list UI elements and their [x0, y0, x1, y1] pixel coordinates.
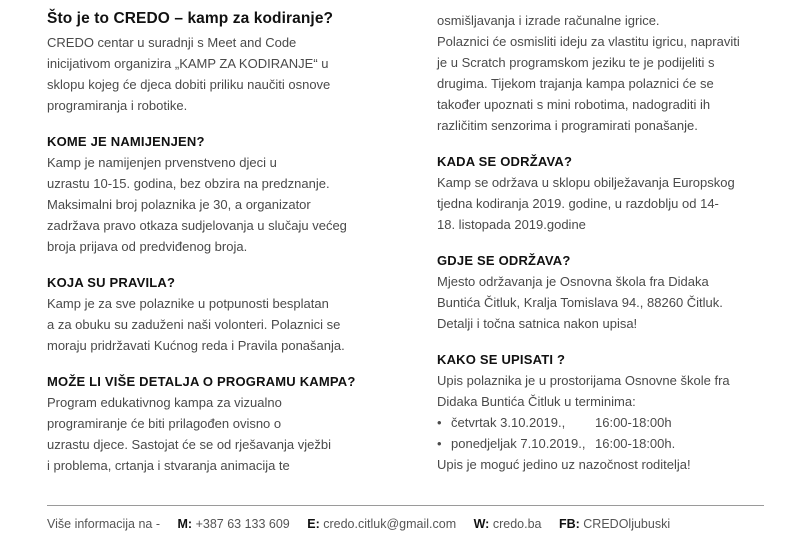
- paragraph-line: Program edukativnog kampa za vizualno: [47, 395, 282, 410]
- paragraph-line: različitim senzorima i programirati ponašanje.: [437, 118, 698, 133]
- paragraph-line: zadržava pravo otkaza sudjelovanja u slučaju većeg: [47, 218, 347, 233]
- phone-label: M:: [177, 517, 193, 531]
- paragraph-line: Detalji i točna satnica nakon upisa!: [437, 316, 638, 331]
- paragraph-line: Polaznici će osmisliti ideju za vlastitu igricu, napraviti: [437, 34, 740, 49]
- term-day: četvrtak 3.10.2019.,: [451, 415, 566, 430]
- email-address: credo.citluk@gmail.com: [323, 517, 457, 531]
- section-who: [47, 134, 402, 257]
- intro-paragraph: [47, 32, 402, 116]
- term-day: ponedjeljak 7.10.2019.,: [451, 436, 586, 451]
- paragraph-line: također upoznati s mini robotima, nadograditi ih: [437, 97, 711, 112]
- section-rules: [47, 275, 402, 356]
- paragraph-line: tjedna kodiranja 2019. godine, u razdoblju od 14-: [437, 196, 719, 211]
- paragraph-line: Maksimalni broj polaznika je 30, a organizator: [47, 197, 311, 212]
- section-paragraph: [437, 370, 792, 412]
- section-heading: GDJE SE ODRŽAVA?: [437, 253, 571, 268]
- email-label: E:: [307, 517, 320, 531]
- paragraph-line: drugima. Tijekom trajanja kampa polaznici će se: [437, 76, 714, 91]
- enroll-terms-list: [437, 412, 792, 454]
- paragraph-line: a za obuku su zaduženi naši volonteri. Polaznici se: [47, 317, 341, 332]
- phone-number: +387 63 133 609: [195, 517, 290, 531]
- intro-line: CREDO centar u suradnji s Meet and Code: [47, 35, 297, 50]
- program-continuation: [437, 10, 792, 136]
- paragraph-line: uzrastu 10-15. godina, bez obzira na predznanje.: [47, 176, 330, 191]
- section-heading: KAKO SE UPISATI ?: [437, 352, 566, 367]
- footer-divider: [47, 505, 764, 506]
- section-paragraph: [437, 271, 792, 334]
- paragraph-line: Buntića Čitluk, Kralja Tomislava 94., 88260 Čitluk.: [437, 295, 723, 310]
- intro-line: sklopu kojeg će djeca dobiti priliku naučiti osnove: [47, 77, 331, 92]
- section-when: [437, 154, 792, 235]
- section-heading: KOME JE NAMIJENJEN?: [47, 134, 205, 149]
- left-column: [47, 0, 402, 494]
- paragraph-line: moraju pridržavati Kućnog reda i Pravila ponašanja.: [47, 338, 345, 353]
- paragraph-line: i problema, crtanja i stvaranja animacija te: [47, 458, 290, 473]
- paragraph-line: programiranje će biti prilagođen ovisno o: [47, 416, 282, 431]
- section-paragraph: [437, 172, 792, 235]
- list-item: [437, 433, 792, 454]
- section-paragraph: [47, 392, 402, 476]
- web-address: credo.ba: [492, 517, 542, 531]
- section-heading: KOJA SU PRAVILA?: [47, 275, 176, 290]
- term-time: 16:00-18:00h.: [595, 436, 676, 451]
- facebook-handle: CREDOljubuski: [583, 517, 671, 531]
- facebook-label: FB:: [558, 517, 580, 531]
- right-column: [437, 0, 792, 493]
- section-program: [47, 374, 402, 476]
- footer-contacts: [47, 517, 777, 531]
- intro-section: [47, 32, 402, 116]
- paragraph-line: Upis polaznika je u prostorijama Osnovne škole fra: [437, 373, 730, 388]
- section-paragraph: [47, 293, 402, 356]
- section-heading: MOŽE LI VIŠE DETALJA O PROGRAMU KAMPA?: [47, 374, 356, 389]
- paragraph-line: broja prijava od predviđenog broja.: [47, 239, 248, 254]
- paragraph-line: Upis je moguć jedino uz nazočnost roditelja!: [437, 457, 691, 472]
- bullet-icon: •: [437, 436, 442, 451]
- paragraph-line: Didaka Buntića Čitluk u terminima:: [437, 394, 636, 409]
- paragraph-line: Kamp se održava u sklopu obilježavanja Europskog: [437, 175, 735, 190]
- bullet-icon: •: [437, 415, 442, 430]
- paragraph-line: uzrastu djece. Sastojat će se od rješavanja vježbi: [47, 437, 331, 452]
- paragraph-line: 18. listopada 2019.godine: [437, 217, 586, 232]
- list-item: [437, 412, 792, 433]
- paragraph-line: osmišljavanja i izrade računalne igrice.: [437, 13, 660, 28]
- paragraph-line: Kamp je namijenjen prvenstveno djeci u: [47, 155, 277, 170]
- intro-line: programiranja i robotike.: [47, 98, 188, 113]
- paragraph-line: je u Scratch programskom jeziku te je podijeliti s: [437, 55, 715, 70]
- continuation-paragraph: [437, 10, 792, 136]
- section-paragraph: [47, 152, 402, 257]
- section-heading: KADA SE ODRŽAVA?: [437, 154, 573, 169]
- paragraph-line: Kamp je za sve polaznike u potpunosti besplatan: [47, 296, 329, 311]
- intro-line: inicijativom organizira „KAMP ZA KODIRANJE“ u: [47, 56, 329, 71]
- section-where: [437, 253, 792, 334]
- paragraph-line: Mjesto održavanja je Osnovna škola fra Didaka: [437, 274, 709, 289]
- term-time: 16:00-18:00h: [595, 415, 672, 430]
- enroll-note: [437, 454, 792, 475]
- page-title: Što je to CREDO – kamp za kodiranje?: [47, 10, 334, 27]
- footer-prefix: Više informacija na -: [47, 517, 161, 531]
- web-label: W:: [473, 517, 490, 531]
- section-enroll: [437, 352, 792, 475]
